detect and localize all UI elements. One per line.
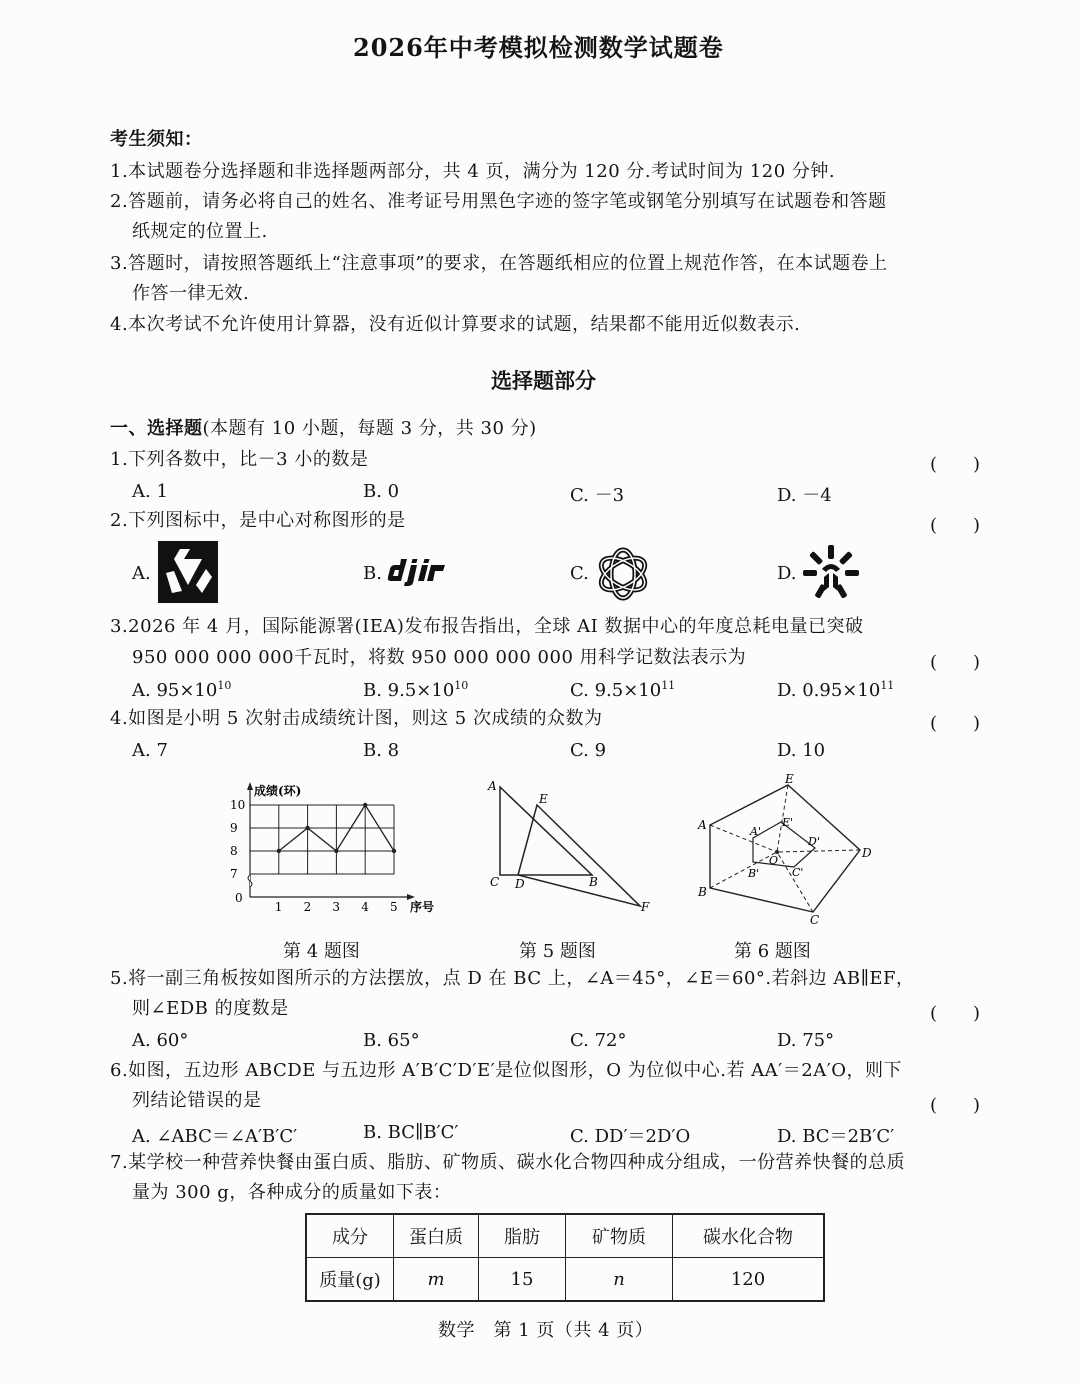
fig5-label-b: B	[589, 875, 598, 889]
q3-option-c	[570, 679, 675, 701]
fig4-xtick-label: 3	[332, 900, 341, 914]
part1-desc: (本题有 10 小题，每题 3 分，共 30 分)	[202, 418, 537, 439]
notice-item-2-cont: 纸规定的位置上.	[132, 221, 268, 242]
q6-stem-line1: 6.如图，五边形 ABCDE 与五边形 A′B′C′D′E′是位似图形，O 为位似中心.若 AA′＝2A′O，则下	[110, 1060, 903, 1081]
fig6-label-b: B	[698, 885, 707, 899]
notice-item-2: 2.答题前，请务必将自己的姓名、准考证号用黑色字迹的签字笔或钢笔分别填写在试题卷和答题	[110, 191, 887, 212]
q3-option-a-exp: 10	[217, 679, 232, 692]
fig6-pentagons	[690, 770, 890, 928]
q4-option-a: A. 7	[132, 740, 168, 761]
q7-stem-line1: 7.某学校一种营养快餐由蛋白质、脂肪、矿物质、碳水化合物四种成分组成，一份营养快餐的总质	[110, 1152, 906, 1173]
fig4-data-point	[277, 849, 281, 853]
fig5-label-c: C	[490, 875, 500, 889]
fig4-xtick-label: 2	[303, 900, 312, 914]
fig6-label-o: O	[769, 854, 779, 867]
fig4-data-point	[334, 849, 338, 853]
fig4-xticks	[275, 900, 398, 914]
fig4-ytick-label: 8	[230, 844, 238, 858]
fig5-label-d: D	[515, 877, 525, 891]
section-title: 选择题部分	[491, 368, 596, 393]
fig4-data-point	[363, 803, 367, 807]
q1-option-c: C. －3	[570, 485, 625, 506]
fig6-label-c: C	[810, 913, 820, 927]
fig6-label-d-prime: D'	[808, 835, 820, 848]
q3-answer-paren[interactable]: ( )	[930, 652, 981, 673]
q3-option-b	[363, 679, 468, 701]
q3-option-a-base: A. 95×10	[132, 680, 218, 701]
fig5-triangles	[485, 775, 655, 920]
q2-option-d: D.	[777, 563, 797, 584]
fig6-pentagon-outer	[710, 785, 860, 912]
q3-option-d-exp: 11	[880, 679, 895, 692]
table-cell: n	[566, 1258, 673, 1302]
fig4-ytick-label: 0	[235, 891, 243, 905]
q3-option-b-exp: 10	[454, 679, 469, 692]
fig4-xtick-label: 5	[390, 900, 398, 914]
q7-stem-line2: 量为 300 g，各种成分的质量如下表：	[132, 1182, 452, 1203]
fig6-caption: 第 6 题图	[734, 941, 811, 962]
q3-stem-line1: 3.2026 年 4 月，国际能源署(IEA)发布报告指出，全球 AI 数据中心的年度总耗电量已突破	[110, 616, 864, 637]
q1-option-a: A. 1	[132, 481, 168, 502]
fig4-xtick-label: 1	[274, 900, 283, 914]
fig6-ray-do	[777, 850, 860, 852]
table-header-cell: 蛋白质	[394, 1214, 479, 1258]
q2-answer-paren[interactable]: ( )	[930, 515, 981, 536]
fig4-data-point	[392, 849, 396, 853]
q5-option-d: D. 75°	[777, 1030, 835, 1051]
q4-answer-paren[interactable]: ( )	[930, 713, 981, 734]
q1-answer-paren[interactable]: ( )	[930, 454, 981, 475]
q5-answer-paren[interactable]: ( )	[930, 1003, 981, 1024]
fig4-axis-break	[248, 875, 252, 887]
notice-item-4: 4.本次考试不允许使用计算器，没有近似计算要求的试题，结果都不能用近似数表示.	[110, 314, 801, 335]
q4-stem: 4.如图是小明 5 次射击成绩统计图，则这 5 次成绩的众数为	[110, 708, 603, 729]
q1-stem: 1.下列各数中，比－3 小的数是	[110, 449, 369, 470]
fig4-xtick-label: 4	[361, 900, 369, 914]
q6-option-c: C. DD′＝2D′O	[570, 1126, 691, 1147]
fig4-y-arrow	[247, 782, 253, 790]
radial-logo-icon	[801, 543, 861, 603]
fig5-label-a: A	[488, 779, 497, 793]
fig4-line-chart	[225, 775, 455, 920]
fig6-label-a-prime: A'	[750, 825, 761, 838]
notice-item-3: 3.答题时，请按照答题纸上“注意事项”的要求，在答题纸相应的位置上规范作答，在本试题卷上	[110, 253, 888, 274]
fig5-label-e: E	[539, 792, 548, 806]
q1-option-b: B. 0	[363, 481, 400, 502]
fig6-label-e: E	[785, 772, 794, 786]
table-header-cell: 矿物质	[566, 1214, 673, 1258]
q2-option-b: B.	[363, 563, 382, 584]
table-cell: 15	[479, 1258, 566, 1302]
fig4-yticks	[230, 798, 245, 905]
part1-heading	[110, 419, 537, 439]
q3-option-b-base: B. 9.5×10	[363, 680, 455, 701]
q4-option-c: C. 9	[570, 740, 607, 761]
q7-nutrition-table	[305, 1213, 825, 1302]
notice-item-3-cont: 作答一律无效.	[132, 283, 250, 304]
fig6-ray-bo	[710, 852, 777, 888]
q2-option-c: C.	[570, 563, 589, 584]
table-header-cell: 碳水化合物	[673, 1214, 825, 1258]
table-cell: 120	[673, 1258, 825, 1302]
fig5-triangle-def	[518, 805, 640, 906]
q6-option-d: D. BC＝2B′C′	[777, 1126, 895, 1147]
q5-option-c: C. 72°	[570, 1030, 627, 1051]
fig4-caption: 第 4 题图	[283, 941, 360, 962]
q6-stem-line2: 列结论错误的是	[132, 1090, 262, 1111]
dji-logo-icon	[387, 557, 447, 587]
notice-item-1: 1.本试题卷分选择题和非选择题两部分，共 4 页，满分为 120 分.考试时间为 120 分钟.	[110, 161, 836, 182]
notice-heading: 考生须知：	[110, 129, 203, 150]
fig6-label-e-prime: E'	[782, 816, 794, 829]
table-header-cell: 脂肪	[479, 1214, 566, 1258]
fig6-ray-ao	[710, 825, 777, 852]
fig4-ytick-label: 7	[230, 867, 238, 881]
q3-option-a	[132, 679, 231, 701]
fig4-xlabel: 序号	[410, 900, 435, 914]
fig4-ytick-label: 9	[230, 821, 238, 835]
q2-option-a: A.	[132, 563, 151, 584]
q6-option-b: B. BC∥B′C′	[363, 1122, 459, 1143]
q3-option-d-base: D. 0.95×10	[777, 680, 881, 701]
fig4-ylabel: 成绩(环)	[254, 784, 302, 798]
fig6-ray-co	[777, 852, 813, 912]
knot-logo-icon	[592, 543, 654, 605]
q5-option-b: B. 65°	[363, 1030, 420, 1051]
q6-answer-paren[interactable]: ( )	[930, 1095, 981, 1116]
table-header-cell: 成分	[306, 1214, 394, 1258]
part1-label: 一、选择题	[110, 418, 203, 439]
page-footer: 数学 第 1 页（共 4 页）	[438, 1320, 654, 1341]
q3-stem-line2: 950 000 000 000千瓦时，将数 950 000 000 000 用科学记数法表示为	[132, 647, 747, 668]
q5-stem-line2: 则∠EDB 的度数是	[132, 998, 289, 1019]
q1-option-d: D. －4	[777, 485, 832, 506]
q4-option-b: B. 8	[363, 740, 400, 761]
q3-option-d	[777, 679, 894, 701]
q3-option-c-exp: 11	[661, 679, 676, 692]
q2-stem: 2.下列图标中，是中心对称图形的是	[110, 510, 406, 531]
fig6-label-b-prime: B'	[748, 867, 760, 880]
q5-stem-line1: 5.将一副三角板按如图所示的方法摆放，点 D 在 BC 上，∠A＝45°，∠E＝60°.若斜边 AB∥EF，	[110, 968, 915, 989]
fig5-label-f: F	[641, 900, 650, 914]
fig4-data-point	[305, 826, 309, 830]
table-row	[306, 1214, 824, 1258]
fig6-label-c-prime: C'	[792, 866, 804, 879]
logo-icon-a	[158, 541, 218, 603]
q6-option-a: A. ∠ABC＝∠A′B′C′	[132, 1126, 298, 1147]
exam-title: 2026年中考模拟检测数学试题卷	[353, 33, 724, 62]
fig4-ytick-label: 10	[230, 798, 246, 812]
fig6-label-d: D	[862, 846, 872, 860]
q3-option-c-base: C. 9.5×10	[570, 680, 662, 701]
table-cell: m	[394, 1258, 479, 1302]
q5-option-a: A. 60°	[132, 1030, 189, 1051]
fig5-caption: 第 5 题图	[519, 941, 596, 962]
q4-option-d: D. 10	[777, 740, 826, 761]
table-cell: 质量(g)	[306, 1258, 394, 1302]
fig6-label-a: A	[698, 818, 707, 832]
table-row	[306, 1258, 824, 1302]
